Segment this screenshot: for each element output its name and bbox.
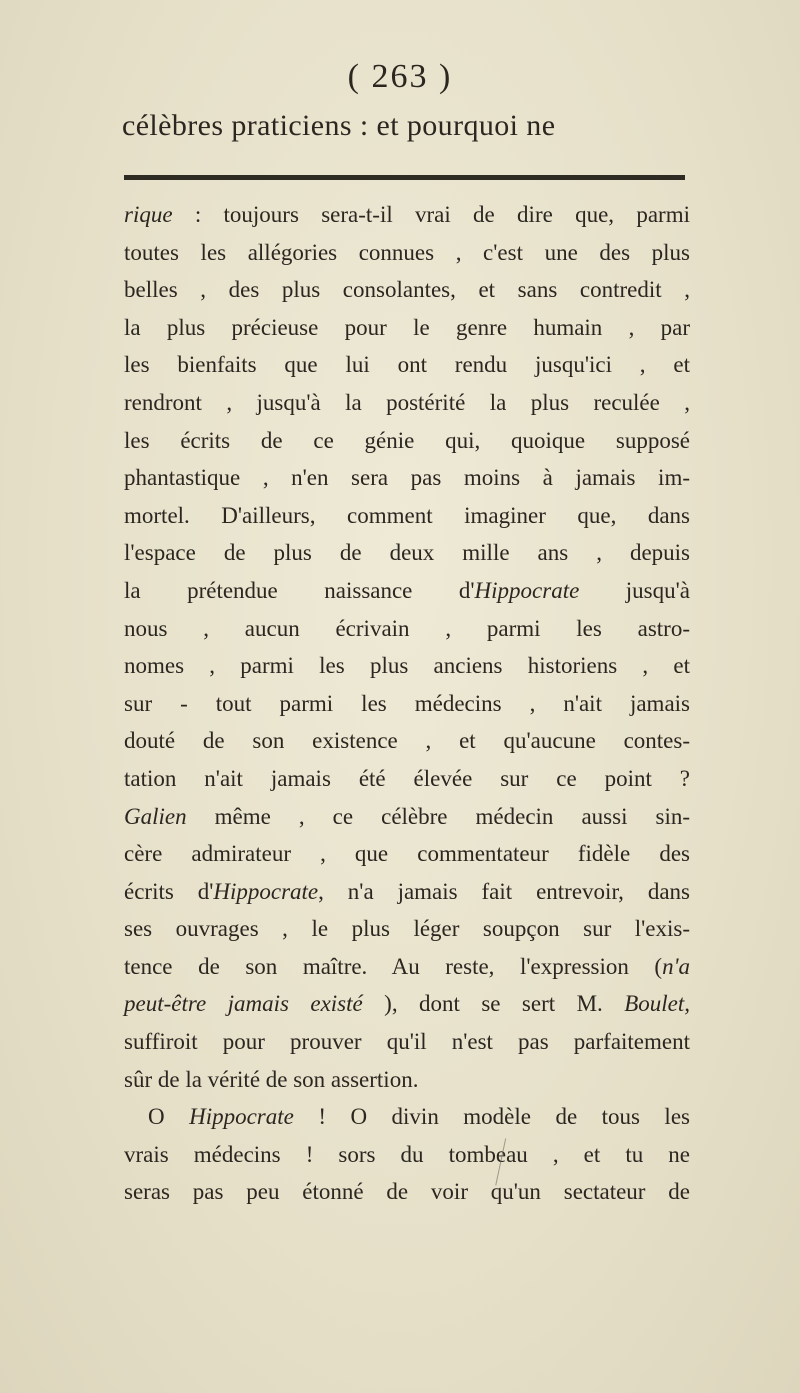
text-line: peut-être jamais existé ), dont se sert M. Boulet, <box>124 991 691 1017</box>
text-line: rendront , jusqu'à la postérité la plus reculée , <box>124 389 690 415</box>
text-line: tation n'ait jamais été élevée sur ce point ? <box>124 765 690 791</box>
text-line: nomes , parmi les plus anciens historiens , et <box>124 653 690 679</box>
text-line: la prétendue naissance d'Hippocrate jusqu'à <box>124 577 690 603</box>
text-line: O Hippocrate ! O divin modèle de tous les <box>148 1104 690 1130</box>
text-line: suffiroit pour prouver qu'il n'est pas parfaitement <box>124 1029 690 1055</box>
text-line: Galien même , ce célèbre médecin aussi sin- <box>124 803 690 829</box>
text-line: rique : toujours sera-t-il vrai de dire que, parmi <box>124 202 690 227</box>
text-line: tence de son maître. Au reste, l'expression (n'a <box>124 953 690 979</box>
text-line: cère admirateur , que commentateur fidèle des <box>124 841 690 867</box>
text-line: seras pas peu étonné de voir qu'un sectateur de <box>124 1179 690 1205</box>
text-line: ses ouvrages , le plus léger soupçon sur l'exis- <box>124 916 690 942</box>
text-line: les écrits de ce génie qui, quoique supposé <box>124 427 690 453</box>
body-text <box>124 196 690 1211</box>
page-number: ( 263 ) <box>347 58 453 95</box>
text-line: toutes les allégories connues , c'est une des plus <box>124 239 690 265</box>
text-line: vrais médecins ! sors du tombeau , et tu ne <box>124 1141 690 1167</box>
text-line: nous , aucun écrivain , parmi les astro- <box>124 615 690 641</box>
text-line: les bienfaits que lui ont rendu jusqu'ici , et <box>124 352 690 378</box>
running-header: célèbres praticiens : et pourquoi ne <box>122 109 556 142</box>
text-line: belles , des plus consolantes, et sans contredit , <box>124 277 690 303</box>
text-line: la plus précieuse pour le genre humain , par <box>124 314 690 340</box>
text-line: l'espace de plus de deux mille ans , depuis <box>124 540 690 566</box>
text-line: écrits d'Hippocrate, n'a jamais fait entrevoir, dans <box>124 878 691 904</box>
text-line: mortel. D'ailleurs, comment imaginer que, dans <box>124 502 690 528</box>
text-line: sûr de la vérité de son assertion. <box>124 1066 419 1092</box>
header-rule <box>124 175 685 180</box>
text-line: douté de son existence , et qu'aucune contes- <box>124 728 690 754</box>
text-line: phantastique , n'en sera pas moins à jamais im- <box>124 465 690 491</box>
text-line: sur - tout parmi les médecins , n'ait jamais <box>124 690 690 716</box>
